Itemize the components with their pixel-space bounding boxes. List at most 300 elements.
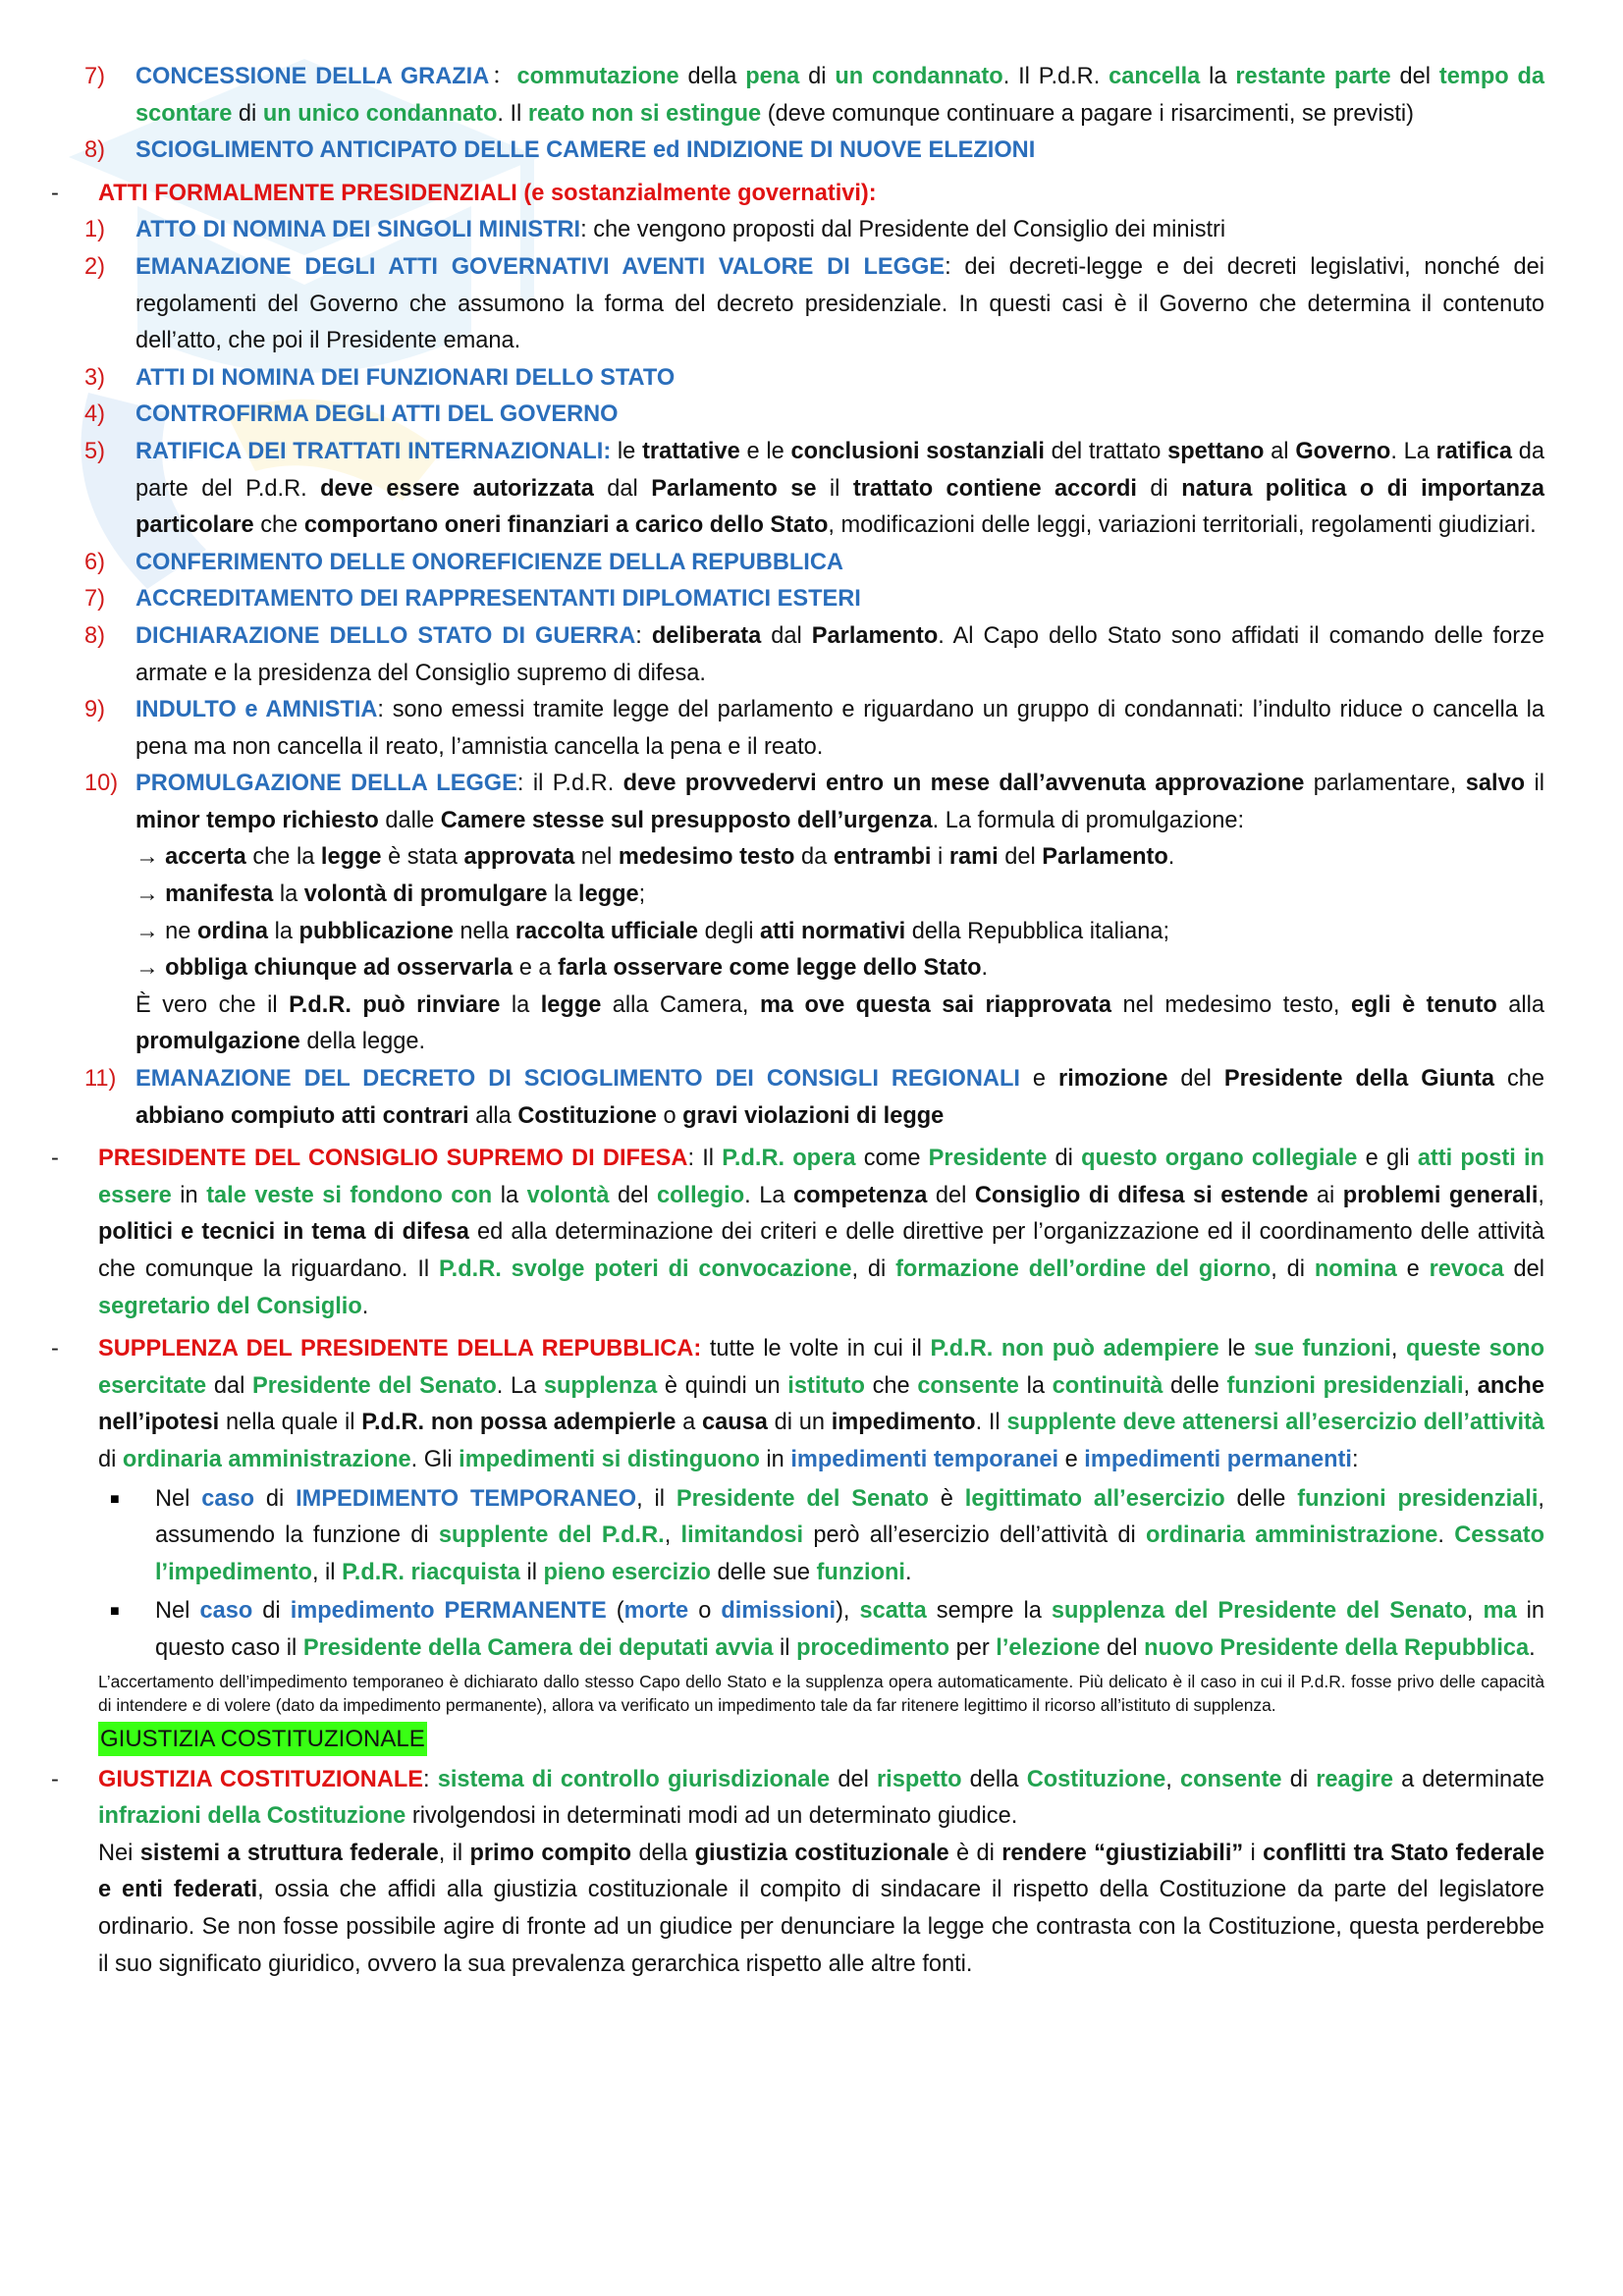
text-run: supplenza del Presidente del Senato <box>1051 1598 1467 1625</box>
list-marker: 1) <box>84 217 105 243</box>
text-run: ( <box>606 1598 624 1625</box>
list-marker: 8) <box>84 622 105 649</box>
text-run: : <box>423 1766 438 1792</box>
text-run: . La <box>1390 438 1436 464</box>
text-run: atti normativi <box>760 918 906 944</box>
paragraph-p14 <box>0 839 1544 877</box>
text-run: , <box>1390 1336 1406 1362</box>
paragraph-p6 <box>0 360 1544 398</box>
text-run: ; <box>638 881 646 908</box>
text-run: rivolgendosi in determinati modi ad un determinato giudice. <box>406 1803 1018 1830</box>
text-run: . Gli <box>410 1446 460 1472</box>
paragraph-p4 <box>0 212 1544 249</box>
text-run: limitandosi <box>680 1522 804 1549</box>
text-run: sempre la <box>926 1598 1052 1625</box>
text-run: Presidente <box>928 1146 1048 1172</box>
paragraph-p12 <box>0 692 1544 766</box>
text-run: collegio <box>657 1182 745 1208</box>
text-run: , ossia che affidi alla giustizia costituzionale il compito di sindacare il rispetto della Costituzione da parte del legislatore ordinario. Se non fosse possibile agire di fronte ad un giudice per denunciare la legge che contrasta con la Costituzione, questa perderebbe il suo significato giuridico, ovvero la sua prevalenza gerarchica rispetto alle altre fonti. <box>98 1877 1544 1977</box>
text-run: approvata <box>463 844 575 871</box>
text-run: cancella <box>1109 64 1201 89</box>
text-run: CONFERIMENTO DELLE ONOREFICIENZE DELLA REPUBBLICA <box>135 549 843 575</box>
text-run: di <box>1136 475 1182 502</box>
paragraph-p17 <box>0 950 1544 988</box>
text-run: egli è tenuto <box>1350 991 1497 1018</box>
text-run: Governo <box>1295 438 1391 464</box>
text-run: rispetto <box>876 1766 962 1792</box>
bullet-marker: ■ <box>110 1603 120 1621</box>
text-run: e a <box>513 955 559 982</box>
text-run: le <box>1218 1336 1255 1362</box>
text-run: È vero che il <box>135 991 290 1018</box>
text-run: continuità <box>1052 1372 1163 1399</box>
paragraph-p22 <box>0 1481 1544 1592</box>
text-run: Consiglio di difesa si estende <box>974 1182 1309 1208</box>
text-run: : Il <box>687 1146 723 1172</box>
text-run: Presidente della Camera dei deputati avvia <box>302 1634 774 1661</box>
text-run: legge <box>320 844 382 871</box>
text-run: come <box>855 1146 929 1172</box>
text-run: SUPPLENZA DEL PRESIDENTE DELLA REPUBBLICA: <box>98 1336 702 1362</box>
text-run: , di <box>851 1256 896 1282</box>
text-run: , il <box>438 1840 470 1866</box>
text-run: salvo <box>1465 771 1526 797</box>
text-run: anche nell’ipotesi <box>98 1372 1544 1436</box>
text-run: → <box>135 844 166 871</box>
text-run: impedimento <box>831 1410 976 1436</box>
section-title: GIUSTIZIA COSTITUZIONALE <box>98 1722 427 1756</box>
text-run: funzioni presidenziali <box>1297 1485 1539 1512</box>
text-run: scatta <box>859 1598 927 1625</box>
text-run: procedimento <box>796 1634 950 1661</box>
text-run: morte <box>623 1598 689 1625</box>
text-run: le <box>611 438 643 464</box>
text-run: Parlamento <box>1042 844 1168 871</box>
text-run: , il <box>311 1559 343 1585</box>
text-run: . La <box>496 1372 544 1399</box>
text-run: nel medesimo testo, <box>1110 991 1351 1018</box>
text-run: del <box>830 1766 877 1792</box>
paragraph-p11 <box>0 618 1544 692</box>
text-run: è stata <box>381 844 464 871</box>
paragraph-p18 <box>0 988 1544 1061</box>
text-run: → <box>135 955 166 982</box>
text-run: della <box>631 1840 695 1866</box>
text-run: Presidente della Giunta <box>1223 1066 1494 1093</box>
text-run: P.d.R. non possa adempierle <box>361 1410 676 1436</box>
text-run: Costituzione <box>517 1102 657 1129</box>
list-marker: 7) <box>84 64 105 89</box>
paragraph-p9 <box>0 545 1544 582</box>
footnote-text: L’accertamento dell’impedimento temporaneo è dichiarato dallo stesso Capo dello Stato e la supplenza opera automaticamente. Più delicato è il caso in cui il P.d.R. fosse privo delle capacità di intendere e di volere (dato da impedimento permanente), allora va verificato un impedimento tale da far ritenere legittimo il ricorso all’istituto di supplenza. <box>98 1671 1544 1716</box>
text-run: : il P.d.R. <box>516 771 623 797</box>
text-run: Nel <box>155 1598 200 1625</box>
text-run: che <box>864 1372 918 1399</box>
text-run: , <box>664 1522 681 1549</box>
paragraph-p13 <box>0 766 1544 839</box>
text-run: caso <box>201 1485 255 1512</box>
text-run: trattato contiene accordi <box>852 475 1137 502</box>
text-run: P.d.R. opera <box>722 1146 856 1172</box>
text-run: Presidente del Senato <box>252 1372 497 1399</box>
text-run: entrambi <box>833 844 932 871</box>
text-run: della legge. <box>299 1029 426 1055</box>
text-run: è di <box>948 1840 1002 1866</box>
text-run: delle <box>1163 1372 1227 1399</box>
text-run: volontà <box>526 1182 610 1208</box>
text-run: di un <box>767 1410 832 1436</box>
list-marker: - <box>51 1766 59 1792</box>
text-run: . La formula di promulgazione: <box>932 807 1245 833</box>
text-run: minor tempo richiesto <box>135 807 379 833</box>
text-run: P.d.R. può rinviare <box>289 991 501 1018</box>
text-run: deliberata <box>651 622 762 649</box>
text-run: e <box>1396 1256 1430 1282</box>
text-run: alla Camera, <box>601 991 760 1018</box>
text-run: ordina <box>196 918 269 944</box>
text-run: commutazione <box>516 64 679 89</box>
text-run: reagire <box>1316 1766 1393 1792</box>
text-run: segretario del Consiglio <box>98 1293 362 1319</box>
text-run: giustizia costituzionale <box>694 1840 949 1866</box>
text-run: ATTI FORMALMENTE PRESIDENZIALI (e sostanzialmente governativi): <box>98 180 877 206</box>
list-marker: 4) <box>84 401 105 428</box>
text-run: comportano oneri finanziari a carico dello Stato <box>303 512 829 539</box>
text-run: spettano <box>1167 438 1265 464</box>
list-marker: 3) <box>84 364 105 391</box>
text-run: parlamentare, <box>1304 771 1466 797</box>
text-run: supplente del P.d.R. <box>438 1522 665 1549</box>
text-run: pena <box>745 64 800 89</box>
text-run: . <box>1167 844 1175 871</box>
text-run: , <box>1466 1598 1484 1625</box>
text-run: volontà di promulgare <box>303 881 548 908</box>
text-run: , <box>1463 1372 1478 1399</box>
text-run: ATTI DI NOMINA DEI FUNZIONARI DELLO STATO <box>135 364 676 391</box>
list-marker: 8) <box>84 137 105 164</box>
text-run: P.d.R. non può adempiere <box>930 1336 1219 1362</box>
paragraph-p10 <box>0 581 1544 618</box>
text-run: primo compito <box>469 1840 632 1866</box>
text-run: dal <box>206 1372 253 1399</box>
text-run: → <box>135 881 166 908</box>
text-run: che <box>253 512 304 539</box>
text-run: ACCREDITAMENTO DEI RAPPRESENTANTI DIPLOMATICI ESTERI <box>135 586 861 613</box>
text-run: rimozione <box>1058 1066 1168 1093</box>
text-run: Presidente del Senato <box>676 1485 929 1512</box>
text-run: e gli <box>1357 1146 1418 1172</box>
text-run: raccolta ufficiale <box>514 918 699 944</box>
paragraph-p7 <box>0 397 1544 434</box>
text-run: e <box>1058 1446 1085 1472</box>
text-run: l’elezione <box>996 1634 1101 1661</box>
text-run: di <box>98 1446 123 1472</box>
text-run: ordinaria amministrazione <box>122 1446 411 1472</box>
text-run: della Repubblica italiana; <box>905 918 1170 944</box>
text-run: SCIOGLIMENTO ANTICIPATO DELLE CAMERE ed INDIZIONE DI NUOVE ELEZIONI <box>135 137 1036 164</box>
text-run: , assumendo la funzione di <box>155 1485 1544 1549</box>
text-run: i <box>1243 1840 1264 1866</box>
text-run: Camere stesse sul presupposto dell’urgenza <box>440 807 933 833</box>
text-run: il <box>816 475 853 502</box>
text-run: alla <box>468 1102 518 1129</box>
text-run: impedimenti permanenti <box>1084 1446 1352 1472</box>
text-run: del <box>609 1182 657 1208</box>
text-run: della <box>678 64 746 89</box>
text-run: : che vengono proposti dal Presidente del Consiglio dei ministri <box>580 217 1226 243</box>
text-run: Parlamento <box>811 622 939 649</box>
text-run: EMANAZIONE DEL DECRETO DI SCIOGLIMENTO DEI CONSIGLI REGIONALI <box>135 1066 1020 1093</box>
text-run: obbliga chiunque ad osservarla <box>165 955 514 982</box>
text-run: Nel <box>155 1485 202 1512</box>
text-run: . <box>1002 64 1010 89</box>
paragraph-p15 <box>0 877 1544 914</box>
text-run: funzioni <box>816 1559 905 1585</box>
list-marker: 10) <box>84 771 119 797</box>
text-run: ai <box>1308 1182 1343 1208</box>
text-run: INDULTO e AMNISTIA <box>135 697 378 723</box>
text-run: queste sono esercitate <box>98 1336 1544 1399</box>
text-run: e le <box>739 438 791 464</box>
text-run: IMPEDIMENTO TEMPORANEO <box>296 1485 637 1512</box>
text-run: consente <box>1179 1766 1282 1792</box>
text-run: tutte le volte in cui il <box>701 1336 931 1362</box>
text-run: di <box>1281 1766 1317 1792</box>
text-run: sue funzioni <box>1254 1336 1391 1362</box>
text-run: istituto <box>787 1372 865 1399</box>
text-run: la <box>268 918 299 944</box>
text-run: del <box>998 844 1043 871</box>
text-run: ： <box>489 64 517 89</box>
text-run: politici e tecnici in tema di difesa <box>98 1219 469 1246</box>
text-run: nella quale il <box>219 1410 362 1436</box>
text-run: . <box>904 1559 912 1585</box>
text-run: supplente deve attenersi all’esercizio dell’attività <box>1006 1410 1545 1436</box>
text-run: Nei <box>98 1840 140 1866</box>
paragraph-p2 <box>0 133 1544 170</box>
text-run: a <box>676 1410 702 1436</box>
text-run: CONTROFIRMA DEGLI ATTI DEL GOVERNO <box>135 401 619 428</box>
text-run: revoca <box>1429 1256 1504 1282</box>
text-run: la <box>273 881 304 908</box>
text-run: nel <box>574 844 619 871</box>
text-run: trattative <box>642 438 740 464</box>
text-run: la <box>500 991 541 1018</box>
text-run: in questo caso il <box>155 1598 1544 1661</box>
text-run: PRESIDENTE DEL CONSIGLIO SUPREMO DI DIFESA <box>98 1146 688 1172</box>
paragraph-t2 <box>0 1836 1544 1983</box>
text-run: del <box>1503 1256 1545 1282</box>
text-run: EMANAZIONE DEGLI ATTI GOVERNATIVI AVENTI VALORE DI LEGGE <box>135 253 946 280</box>
text-run: deve essere autorizzata <box>320 475 594 502</box>
text-run: degli <box>698 918 761 944</box>
paragraph-p19 <box>0 1061 1544 1135</box>
text-run: , <box>1538 1182 1544 1208</box>
text-run: conflitti tra Stato federale e enti federati <box>98 1840 1544 1903</box>
text-run: : <box>635 622 652 649</box>
text-run: manifesta <box>165 881 274 908</box>
text-run: in <box>759 1446 791 1472</box>
text-run: ), <box>836 1598 860 1625</box>
text-run: di <box>1047 1146 1082 1172</box>
text-run: è <box>928 1485 965 1512</box>
text-run: problemi generali <box>1342 1182 1539 1208</box>
text-run: però all’esercizio dell’attività di <box>803 1522 1146 1549</box>
text-run: . <box>1529 1634 1536 1661</box>
text-run: il <box>519 1559 544 1585</box>
list-marker: 11) <box>84 1066 117 1093</box>
text-run: dal <box>593 475 652 502</box>
text-run: . <box>981 955 989 982</box>
list-marker: - <box>51 180 59 206</box>
text-run: impedimento PERMANENTE <box>290 1598 607 1625</box>
text-run: reato non si estingue <box>527 100 762 127</box>
text-run: caso <box>199 1598 253 1625</box>
text-run: funzioni presidenziali <box>1226 1372 1464 1399</box>
text-run: è quindi un <box>657 1372 788 1399</box>
text-run: dimissioni <box>721 1598 837 1625</box>
text-run: deve provvedervi entro un mese dall’avvenuta approvazione <box>622 771 1305 797</box>
text-run: che <box>1493 1066 1544 1093</box>
text-run: , modificazioni delle leggi, variazioni territoriali, regolamenti giudiziari. <box>828 512 1537 539</box>
text-run: dalle <box>378 807 441 833</box>
text-run: un unico condannato <box>262 100 498 127</box>
text-run: farla osservare come legge dello Stato <box>558 955 982 982</box>
text-run: di <box>254 1485 297 1512</box>
text-run: . Il <box>497 100 528 127</box>
text-run: legge <box>578 881 639 908</box>
text-run: promulgazione <box>135 1029 300 1055</box>
text-run: che la <box>245 844 321 871</box>
text-run: , il <box>636 1485 676 1512</box>
text-run: DICHIARAZIONE DELLO STATO DI GUERRA <box>135 622 636 649</box>
list-marker: 2) <box>84 253 105 280</box>
text-run: impedimenti temporanei <box>790 1446 1059 1472</box>
text-run: CONCESSIONE DELLA GRAZIA <box>135 64 490 89</box>
text-run: → ne <box>135 918 197 944</box>
text-run: delle <box>1224 1485 1298 1512</box>
list-marker: 6) <box>84 549 105 575</box>
paragraph-p3 <box>0 176 1544 213</box>
text-run: del <box>1390 64 1439 89</box>
text-run: Parlamento se <box>651 475 817 502</box>
text-run: . La <box>744 1182 793 1208</box>
text-run: ratifica <box>1435 438 1512 464</box>
list-marker: - <box>51 1146 59 1172</box>
text-run: nuovo Presidente della Repubblica <box>1144 1634 1530 1661</box>
text-run: . Il <box>975 1410 1007 1436</box>
text-run: Costituzione <box>1026 1766 1166 1792</box>
text-run: ma <box>1483 1598 1517 1625</box>
text-run: nomina <box>1314 1256 1397 1282</box>
text-run: delle sue <box>710 1559 817 1585</box>
text-run: del <box>1100 1634 1145 1661</box>
text-run: ATTO DI NOMINA DEI SINGOLI MINISTRI <box>135 217 581 243</box>
text-run: supplenza <box>543 1372 658 1399</box>
text-run: ordinaria amministrazione <box>1146 1522 1438 1549</box>
text-run: , <box>1165 1766 1180 1792</box>
text-run: al <box>1264 438 1296 464</box>
text-run: per <box>949 1634 997 1661</box>
text-run: rendere “giustiziabili” <box>1001 1840 1244 1866</box>
text-run: tale veste si fondono con <box>206 1182 493 1208</box>
text-run: consente <box>917 1372 1019 1399</box>
text-run: conclusioni sostanziali <box>790 438 1045 464</box>
paragraph-p23 <box>0 1593 1544 1667</box>
text-run: accerta <box>165 844 246 871</box>
text-run: a determinate <box>1392 1766 1544 1792</box>
text-run: la <box>1200 64 1236 89</box>
text-run: il <box>1525 771 1544 797</box>
text-run: infrazioni della Costituzione <box>98 1803 406 1830</box>
text-run: il <box>773 1634 797 1661</box>
text-run: GIUSTIZIA COSTITUZIONALE <box>98 1766 424 1792</box>
text-run: rami <box>948 844 999 871</box>
text-run: pieno esercizio <box>543 1559 711 1585</box>
text-run: impedimenti si distinguono <box>459 1446 760 1472</box>
text-run: PROMULGAZIONE DELLA LEGGE <box>135 771 517 797</box>
paragraph-t1 <box>0 1762 1544 1836</box>
text-run: pubblicazione <box>298 918 454 944</box>
text-run: del <box>927 1182 975 1208</box>
text-run: un condannato <box>835 64 1003 89</box>
text-run: formazione dell’ordine del giorno <box>895 1256 1271 1282</box>
text-run: , di <box>1271 1256 1315 1282</box>
text-run: da parte del P.d.R. <box>135 438 1544 502</box>
text-run: (deve comunque continuare a pagare i risarcimenti, se previsti) <box>761 100 1415 127</box>
text-run: del trattato <box>1044 438 1168 464</box>
text-run: del <box>1167 1066 1224 1093</box>
list-marker: 5) <box>84 438 105 464</box>
text-run: competenza <box>792 1182 928 1208</box>
paragraph-p8 <box>0 434 1544 545</box>
text-run: : <box>1351 1446 1359 1472</box>
text-run: Il P.d.R. <box>1009 64 1109 89</box>
text-run: o <box>656 1102 683 1129</box>
text-run: gravi violazioni di legge <box>682 1102 945 1129</box>
bullet-marker: ■ <box>110 1490 120 1508</box>
text-run: alla <box>1496 991 1544 1018</box>
text-run: tempo da scontare <box>135 64 1545 127</box>
text-run: della <box>961 1766 1027 1792</box>
text-run: P.d.R. svolge poteri di convocazione <box>438 1256 852 1282</box>
text-run: . <box>1437 1522 1455 1549</box>
text-run: . Al Capo dello Stato sono affidati il comando delle forze armate e la presidenza del Consiglio supremo di difesa. <box>135 622 1544 686</box>
list-marker: 9) <box>84 697 105 723</box>
text-run: ed alla determinazione dei criteri e delle direttive per l’organizzazione ed il coordinamento delle attività che comunque la riguardano. Il <box>98 1219 1544 1282</box>
paragraph-p1 <box>0 59 1544 133</box>
paragraph-p20 <box>0 1141 1544 1325</box>
text-run: di <box>232 100 263 127</box>
text-run: P.d.R. riacquista <box>342 1559 520 1585</box>
text-run: di <box>799 64 836 89</box>
paragraph-p16 <box>0 914 1544 951</box>
text-run: la <box>492 1182 527 1208</box>
text-run: legge <box>540 991 602 1018</box>
text-run: la <box>547 881 579 908</box>
text-run: sistemi a struttura federale <box>139 1840 439 1866</box>
text-run: dal <box>761 622 812 649</box>
text-run: : sono emessi tramite legge del parlamento e riguardano un gruppo di condannati: l’indulto riduce o cancella la pena ma non cancella il reato, l’amnistia cancella la pena e il reato. <box>135 697 1544 760</box>
text-run: sistema di controllo giurisdizionale <box>437 1766 831 1792</box>
text-run: abbiano compiuto atti contrari <box>135 1102 469 1129</box>
text-run: RATIFICA DEI TRATTATI INTERNAZIONALI: <box>135 438 612 464</box>
text-run: da <box>794 844 834 871</box>
text-run: di <box>252 1598 291 1625</box>
text-run: medesimo testo <box>618 844 795 871</box>
text-run: restante parte <box>1235 64 1391 89</box>
text-run: in <box>171 1182 207 1208</box>
